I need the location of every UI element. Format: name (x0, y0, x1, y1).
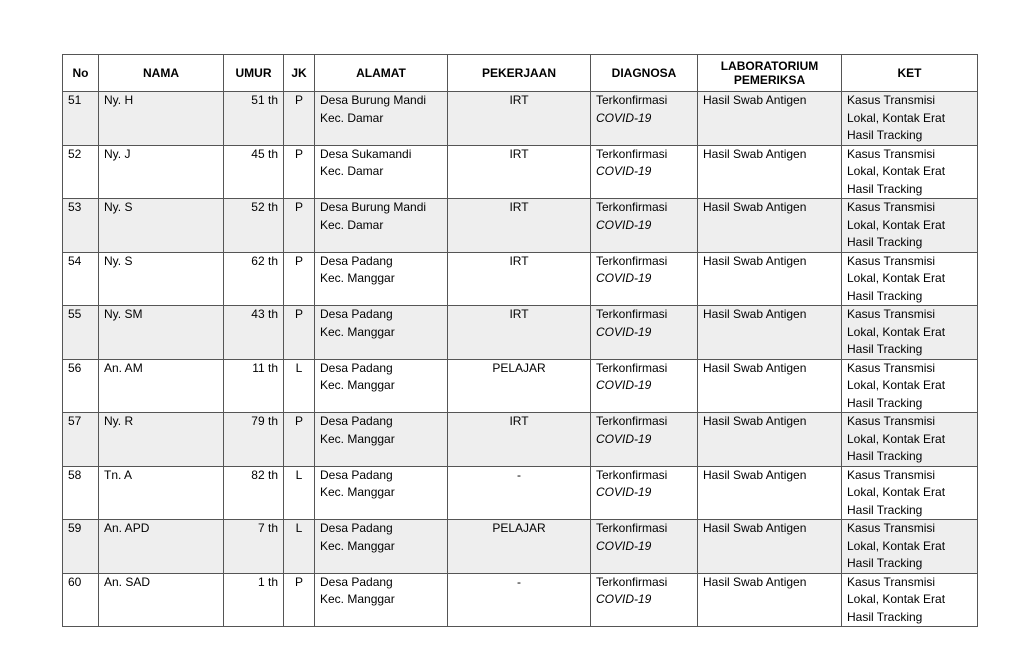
cell-umur (224, 252, 284, 306)
cell-alamat (315, 413, 448, 467)
diagnosa-status-text: Terkonfirmasi (596, 521, 668, 535)
diagnosa-status-text: Terkonfirmasi (596, 200, 668, 214)
header-row (63, 55, 978, 92)
pekerjaan-text: IRT (509, 200, 529, 214)
laboratorium-text: Hasil Swab Antigen (703, 200, 807, 214)
case-table (62, 54, 978, 627)
cell-diagnosa (591, 520, 698, 574)
alamat-kec-text: Kec. Manggar (320, 271, 395, 285)
cell-jk (284, 359, 315, 413)
cell-alamat (315, 573, 448, 627)
nama-text: Ny. H (104, 93, 134, 107)
ket-line-1: Kasus Transmisi (847, 146, 936, 161)
cell-nama (99, 520, 224, 574)
header-nama: NAMA (99, 55, 224, 92)
cell-diagnosa (591, 573, 698, 627)
diagnosa-status-text: Terkonfirmasi (596, 253, 668, 268)
cell-umur (224, 92, 284, 146)
jk-text: P (294, 146, 303, 161)
cell-laboratorium (698, 573, 842, 627)
cell-diagnosa (591, 359, 698, 413)
pekerjaan-text: PELAJAR (492, 360, 546, 375)
ket-line-1: Kasus Transmisi (847, 200, 936, 214)
umur-text: 51 th (251, 93, 278, 107)
cell-ket (842, 413, 978, 467)
cell-no (63, 413, 99, 467)
alamat-desa-text: Desa Sukamandi (320, 146, 412, 161)
nama-text: Tn. A (104, 467, 133, 482)
alamat-kec-text: Kec. Manggar (320, 378, 395, 392)
cell-jk (284, 252, 315, 306)
cell-no (63, 199, 99, 253)
cell-umur (224, 306, 284, 360)
cell-ket (842, 199, 978, 253)
umur-text: 62 th (251, 253, 278, 268)
cell-alamat (315, 145, 448, 199)
pekerjaan-text: PELAJAR (492, 521, 546, 535)
diagnosa-disease-text: COVID-19 (596, 431, 652, 446)
cell-pekerjaan (448, 92, 591, 146)
no-text: 53 (68, 200, 82, 214)
cell-no (63, 92, 99, 146)
table-row (63, 413, 978, 467)
nama-text: Ny. R (104, 414, 134, 428)
laboratorium-text: Hasil Swab Antigen (703, 414, 807, 428)
alamat-kec-text: Kec. Manggar (320, 485, 395, 499)
cell-diagnosa (591, 466, 698, 520)
cell-alamat (315, 359, 448, 413)
cell-laboratorium (698, 520, 842, 574)
cell-umur (224, 199, 284, 253)
header-jk: JK (284, 55, 315, 92)
cell-nama (99, 199, 224, 253)
ket-line-3: Hasil Tracking (847, 128, 923, 142)
alamat-desa-text: Desa Burung Mandi (320, 200, 427, 214)
cell-laboratorium (698, 359, 842, 413)
nama-text: An. SAD (104, 574, 151, 589)
header-pekerjaan: PEKERJAAN (448, 55, 591, 92)
diagnosa-status-text: Terkonfirmasi (596, 467, 668, 482)
jk-text: P (294, 574, 303, 589)
nama-text: An. APD (104, 521, 150, 535)
alamat-kec-text: Kec. Manggar (320, 538, 395, 553)
ket-line-3: Hasil Tracking (847, 556, 923, 570)
table-header (63, 55, 978, 92)
diagnosa-status-text: Terkonfirmasi (596, 360, 668, 375)
cell-jk (284, 573, 315, 627)
cell-pekerjaan (448, 573, 591, 627)
ket-line-1: Kasus Transmisi (847, 414, 936, 428)
ket-line-2: Lokal, Kontak Erat (847, 271, 946, 285)
pekerjaan-text: IRT (509, 253, 529, 268)
ket-line-1: Kasus Transmisi (847, 93, 936, 107)
cell-alamat (315, 252, 448, 306)
cell-nama (99, 252, 224, 306)
ket-line-3: Hasil Tracking (847, 342, 923, 356)
alamat-kec-text: Kec. Damar (320, 164, 384, 178)
cell-jk (284, 92, 315, 146)
diagnosa-disease-text: COVID-19 (596, 217, 652, 232)
cell-diagnosa (591, 252, 698, 306)
pekerjaan-text: IRT (509, 307, 529, 321)
jk-text: L (295, 521, 303, 535)
cell-umur (224, 573, 284, 627)
ket-line-3: Hasil Tracking (847, 449, 923, 463)
diagnosa-status-text: Terkonfirmasi (596, 146, 668, 161)
cell-laboratorium (698, 145, 842, 199)
header-umur: UMUR (224, 55, 284, 92)
no-text: 51 (68, 93, 82, 107)
cell-diagnosa (591, 199, 698, 253)
no-text: 54 (68, 253, 82, 268)
ket-line-2: Lokal, Kontak Erat (847, 485, 946, 499)
alamat-kec-text: Kec. Damar (320, 110, 384, 125)
alamat-kec-text: Kec. Manggar (320, 592, 395, 606)
cell-no (63, 252, 99, 306)
ket-line-3: Hasil Tracking (847, 502, 923, 517)
cell-umur (224, 145, 284, 199)
cell-pekerjaan (448, 252, 591, 306)
alamat-desa-text: Desa Padang (320, 253, 393, 268)
nama-text: Ny. S (104, 253, 133, 268)
table-row (63, 92, 978, 146)
cell-diagnosa (591, 92, 698, 146)
diagnosa-disease-text: COVID-19 (596, 324, 652, 339)
cell-jk (284, 199, 315, 253)
cell-no (63, 520, 99, 574)
cell-diagnosa (591, 413, 698, 467)
pekerjaan-text: IRT (509, 414, 529, 428)
cell-pekerjaan (448, 199, 591, 253)
umur-text: 1 th (257, 574, 278, 589)
laboratorium-text: Hasil Swab Antigen (703, 93, 807, 107)
cell-no (63, 466, 99, 520)
diagnosa-disease-text: COVID-19 (596, 378, 652, 392)
nama-text: An. AM (104, 360, 143, 375)
cell-jk (284, 306, 315, 360)
nama-text: Ny. J (104, 146, 131, 161)
table-row (63, 520, 978, 574)
alamat-kec-text: Kec. Manggar (320, 324, 395, 339)
cell-nama (99, 359, 224, 413)
umur-text: 45 th (251, 146, 278, 161)
alamat-kec-text: Kec. Manggar (320, 431, 395, 446)
ket-line-3: Hasil Tracking (847, 395, 923, 410)
pekerjaan-text: - (517, 467, 521, 482)
ket-line-1: Kasus Transmisi (847, 467, 936, 482)
header-ket: KET (842, 55, 978, 92)
jk-text: L (295, 467, 303, 482)
ket-line-2: Lokal, Kontak Erat (847, 538, 946, 553)
cell-nama (99, 145, 224, 199)
alamat-kec-text: Kec. Damar (320, 217, 384, 232)
ket-line-3: Hasil Tracking (847, 609, 923, 624)
cell-no (63, 145, 99, 199)
cell-umur (224, 413, 284, 467)
table-row (63, 573, 978, 627)
cell-alamat (315, 466, 448, 520)
pekerjaan-text: IRT (509, 146, 529, 161)
cell-umur (224, 520, 284, 574)
ket-line-1: Kasus Transmisi (847, 360, 936, 375)
cell-ket (842, 306, 978, 360)
jk-text: P (294, 253, 303, 268)
cell-laboratorium (698, 413, 842, 467)
alamat-desa-text: Desa Padang (320, 467, 393, 482)
ket-line-2: Lokal, Kontak Erat (847, 431, 946, 446)
cell-laboratorium (698, 466, 842, 520)
cell-ket (842, 252, 978, 306)
jk-text: P (294, 93, 303, 107)
laboratorium-text: Hasil Swab Antigen (703, 253, 807, 268)
cell-ket (842, 359, 978, 413)
cell-pekerjaan (448, 466, 591, 520)
diagnosa-disease-text: COVID-19 (596, 164, 652, 178)
cell-no (63, 573, 99, 627)
no-text: 58 (68, 467, 82, 482)
header-laboratorium: LABORATORIUM PEMERIKSA (698, 55, 842, 92)
diagnosa-disease-text: COVID-19 (596, 271, 652, 285)
umur-text: 43 th (251, 307, 278, 321)
laboratorium-text: Hasil Swab Antigen (703, 307, 807, 321)
cell-jk (284, 520, 315, 574)
diagnosa-status-text: Terkonfirmasi (596, 93, 668, 107)
umur-text: 82 th (251, 467, 278, 482)
laboratorium-text: Hasil Swab Antigen (703, 360, 807, 375)
cell-laboratorium (698, 252, 842, 306)
header-no: No (63, 55, 99, 92)
cell-pekerjaan (448, 413, 591, 467)
cell-no (63, 359, 99, 413)
umur-text: 52 th (251, 200, 278, 214)
cell-laboratorium (698, 199, 842, 253)
cell-laboratorium (698, 92, 842, 146)
cell-nama (99, 573, 224, 627)
ket-line-1: Kasus Transmisi (847, 253, 936, 268)
diagnosa-status-text: Terkonfirmasi (596, 574, 668, 589)
jk-text: P (294, 414, 303, 428)
cell-umur (224, 359, 284, 413)
cell-laboratorium (698, 306, 842, 360)
ket-line-2: Lokal, Kontak Erat (847, 217, 946, 232)
cell-alamat (315, 520, 448, 574)
nama-text: Ny. SM (104, 307, 143, 321)
cell-no (63, 306, 99, 360)
no-text: 59 (68, 521, 82, 535)
alamat-desa-text: Desa Burung Mandi (320, 93, 427, 107)
ket-line-3: Hasil Tracking (847, 288, 923, 303)
laboratorium-text: Hasil Swab Antigen (703, 146, 807, 161)
cell-nama (99, 413, 224, 467)
no-text: 60 (68, 574, 82, 589)
table-row (63, 359, 978, 413)
alamat-desa-text: Desa Padang (320, 307, 393, 321)
jk-text: L (295, 360, 303, 375)
laboratorium-text: Hasil Swab Antigen (703, 574, 807, 589)
jk-text: P (294, 307, 303, 321)
cell-nama (99, 92, 224, 146)
jk-text: P (294, 200, 303, 214)
cell-nama (99, 466, 224, 520)
ket-line-1: Kasus Transmisi (847, 574, 936, 589)
cell-nama (99, 306, 224, 360)
cell-jk (284, 145, 315, 199)
cell-pekerjaan (448, 306, 591, 360)
diagnosa-status-text: Terkonfirmasi (596, 307, 668, 321)
cell-diagnosa (591, 306, 698, 360)
table-row (63, 199, 978, 253)
table-row (63, 252, 978, 306)
cell-alamat (315, 199, 448, 253)
cell-ket (842, 573, 978, 627)
alamat-desa-text: Desa Padang (320, 574, 393, 589)
laboratorium-text: Hasil Swab Antigen (703, 521, 807, 535)
cell-ket (842, 520, 978, 574)
laboratorium-text: Hasil Swab Antigen (703, 467, 807, 482)
alamat-desa-text: Desa Padang (320, 414, 393, 428)
cell-jk (284, 413, 315, 467)
ket-line-2: Lokal, Kontak Erat (847, 378, 946, 392)
no-text: 56 (68, 360, 82, 375)
ket-line-3: Hasil Tracking (847, 235, 923, 249)
pekerjaan-text: - (517, 574, 521, 589)
table-row (63, 306, 978, 360)
diagnosa-disease-text: COVID-19 (596, 485, 652, 499)
no-text: 57 (68, 414, 82, 428)
pekerjaan-text: IRT (509, 93, 529, 107)
cell-alamat (315, 92, 448, 146)
cell-umur (224, 466, 284, 520)
diagnosa-disease-text: COVID-19 (596, 110, 652, 125)
ket-line-2: Lokal, Kontak Erat (847, 110, 946, 125)
nama-text: Ny. S (104, 200, 133, 214)
no-text: 55 (68, 307, 82, 321)
cell-ket (842, 92, 978, 146)
umur-text: 79 th (251, 414, 278, 428)
alamat-desa-text: Desa Padang (320, 521, 393, 535)
ket-line-1: Kasus Transmisi (847, 307, 936, 321)
cell-pekerjaan (448, 520, 591, 574)
cell-alamat (315, 306, 448, 360)
table-row (63, 145, 978, 199)
diagnosa-disease-text: COVID-19 (596, 538, 652, 553)
ket-line-2: Lokal, Kontak Erat (847, 592, 946, 606)
no-text: 52 (68, 146, 82, 161)
cell-pekerjaan (448, 359, 591, 413)
umur-text: 11 th (252, 360, 278, 375)
cell-pekerjaan (448, 145, 591, 199)
table-row (63, 466, 978, 520)
ket-line-3: Hasil Tracking (847, 181, 923, 196)
diagnosa-status-text: Terkonfirmasi (596, 414, 668, 428)
diagnosa-disease-text: COVID-19 (596, 592, 652, 606)
cell-ket (842, 145, 978, 199)
ket-line-1: Kasus Transmisi (847, 521, 936, 535)
header-alamat: ALAMAT (315, 55, 448, 92)
ket-line-2: Lokal, Kontak Erat (847, 164, 946, 178)
cell-diagnosa (591, 145, 698, 199)
ket-line-2: Lokal, Kontak Erat (847, 324, 946, 339)
table-body (63, 92, 978, 627)
cell-ket (842, 466, 978, 520)
umur-text: 7 th (257, 521, 278, 535)
alamat-desa-text: Desa Padang (320, 360, 393, 375)
header-diagnosa: DIAGNOSA (591, 55, 698, 92)
cell-jk (284, 466, 315, 520)
